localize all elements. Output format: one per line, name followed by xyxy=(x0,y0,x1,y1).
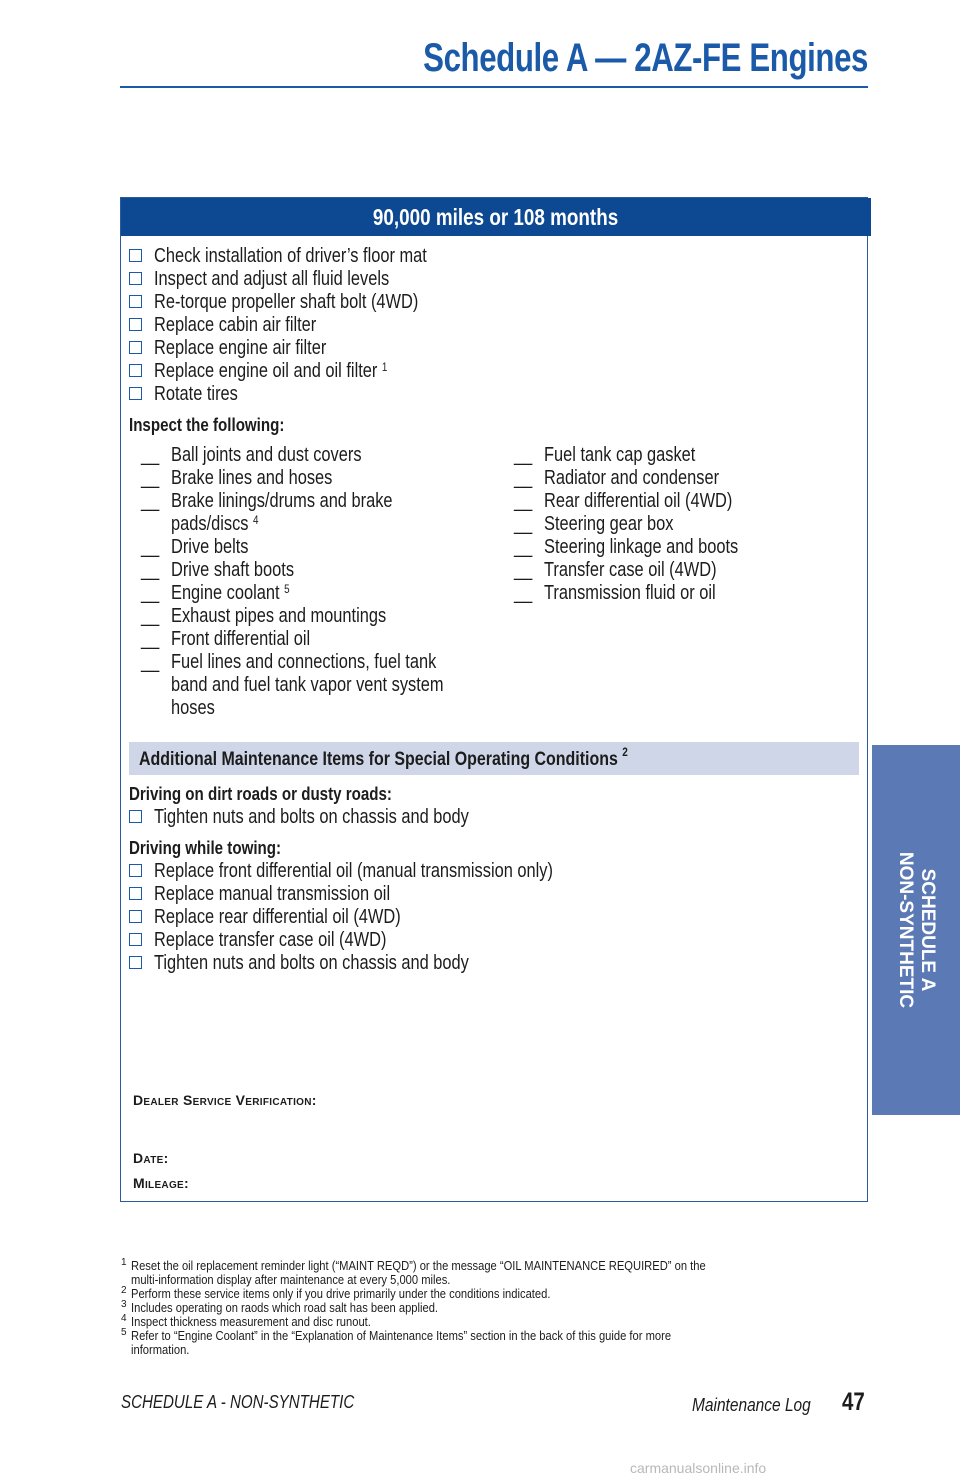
footer-log-label: Maintenance Log xyxy=(692,1395,811,1415)
checkbox-icon[interactable] xyxy=(129,295,142,308)
checklist-item: Replace engine air filter xyxy=(129,337,364,359)
footnote: 5 Refer to “Engine Coolant” in the “Explanation of Maintenance Items” section in the back of this guide for more information. xyxy=(121,1327,672,1357)
title-rule xyxy=(120,86,868,88)
checklist-item: Tighten nuts and bolts on chassis and body xyxy=(129,806,538,828)
checklist-item: Replace rear differential oil (4WD) xyxy=(129,906,455,928)
checklist-item: Rotate tires xyxy=(129,383,256,405)
checklist-item: Replace front differential oil (manual transmission only) xyxy=(129,860,641,882)
footnote: 1 Reset the oil replacement reminder light (“MAINT REQD”) or the message “OIL MAINTENANCE REQUIRED” on the multi-information display after maintenance at every 5,000 miles. xyxy=(121,1257,706,1287)
checkbox-icon[interactable] xyxy=(129,341,142,354)
footnote-ref: 4 xyxy=(253,513,259,527)
footnote: 3 Includes operating on raods which road salt has been applied. xyxy=(121,1299,439,1315)
checkbox-icon[interactable] xyxy=(129,933,142,946)
checkbox-icon[interactable] xyxy=(129,364,142,377)
footnote-ref: 5 xyxy=(284,582,290,596)
checklist-item: Replace engine oil and oil filter $^1$ xyxy=(129,360,439,382)
inspect-heading: Inspect the following: xyxy=(129,415,285,435)
date-label: Date: xyxy=(133,1150,169,1166)
checkbox-icon[interactable] xyxy=(129,864,142,877)
footer-section-label: SCHEDULE A - NON-SYNTHETIC xyxy=(121,1392,355,1412)
checkbox-icon[interactable] xyxy=(129,956,142,969)
checklist-item: Check installation of driver’s floor mat xyxy=(129,245,487,267)
checkbox-icon[interactable] xyxy=(129,249,142,262)
checkbox-icon[interactable] xyxy=(129,272,142,285)
checkbox-icon[interactable] xyxy=(129,910,142,923)
checklist-item: Replace transfer case oil (4WD) xyxy=(129,929,437,951)
side-tab-label: SCHEDULE A NON-SYNTHETIC xyxy=(895,851,938,1009)
footnote: 4 Inspect thickness measurement and disc runout. xyxy=(121,1313,371,1329)
footnote-ref: 2 xyxy=(622,745,628,759)
dealer-verification-label: Dealer Service Verification: xyxy=(133,1092,317,1108)
dirt-roads-heading: Driving on dirt roads or dusty roads: xyxy=(129,784,392,804)
checklist-item: Re-torque propeller shaft bolt (4WD) xyxy=(129,291,476,313)
footnotes xyxy=(121,1259,861,1357)
watermark: carmanualsonline.info xyxy=(630,1460,767,1476)
mileage-label: Mileage: xyxy=(133,1175,189,1191)
page-title: Schedule A — 2AZ-FE Engines xyxy=(423,36,868,80)
page-number: 47 xyxy=(842,1388,865,1416)
checkbox-icon[interactable] xyxy=(129,810,142,823)
checklist-item: Tighten nuts and bolts on chassis and body xyxy=(129,952,538,974)
footnote-ref: 1 xyxy=(381,360,388,374)
additional-heading: Additional Maintenance Items for Special Operating Conditions xyxy=(139,749,618,770)
checkbox-icon[interactable] xyxy=(129,887,142,900)
footnote: 2 Perform these service items only if you drive primarily under the conditions indicated. xyxy=(121,1285,551,1301)
checkbox-icon[interactable] xyxy=(129,387,142,400)
checkbox-icon[interactable] xyxy=(129,318,142,331)
maintenance-box: 90,000 miles or 108 months Check installation of driver’s floor mat Inspect and adjust all fluid levels Re-torque propeller shaft bolt (4WD) Replace cabin air filter Replace engine air filter Replace engine oil and oil filter $^1$ Rotate tires Inspect the following: __ Ball joints and dust covers __ Brake lines and hoses __ Brake linings/drums and brake pads/discs $^4$ __ Drive belts __ Drive shaft boots __ Engine coolant $^5$ __ Exhaust pipes and mountings __ Front differential oil __ Fuel lines and connections, fuel tank band and fuel tank vapor vent system hoses __ Fuel tank cap gasket __ Radiator and condenser __ Rear differential oil (4WD) __ Steering gear box __ Steering linkage and boots __ Transfer case oil (4WD) __ Transmission fluid or oil Additional Maintenance Items for Special Operating Conditions $^2$ Driving on dirt roads or dusty roads: Tighten nuts and bolts on chassis and body Driving while towing: Replace front differential oil (manual transmission only) Replace manual transmission oil Replace rear differential oil (4WD) Replace transfer case oil (4WD) Tighten nuts and bolts on chassis and body Dealer Service Verification: Date: Mileage: xyxy=(120,197,868,1202)
checklist-item: Replace cabin air filter xyxy=(129,314,352,336)
interval-heading: 90,000 miles or 108 months xyxy=(121,198,871,236)
additional-maintenance-band xyxy=(129,742,859,775)
towing-heading: Driving while towing: xyxy=(129,838,282,858)
checklist-item: Inspect and adjust all fluid levels xyxy=(129,268,441,290)
checklist-item: Replace manual transmission oil xyxy=(129,883,442,905)
